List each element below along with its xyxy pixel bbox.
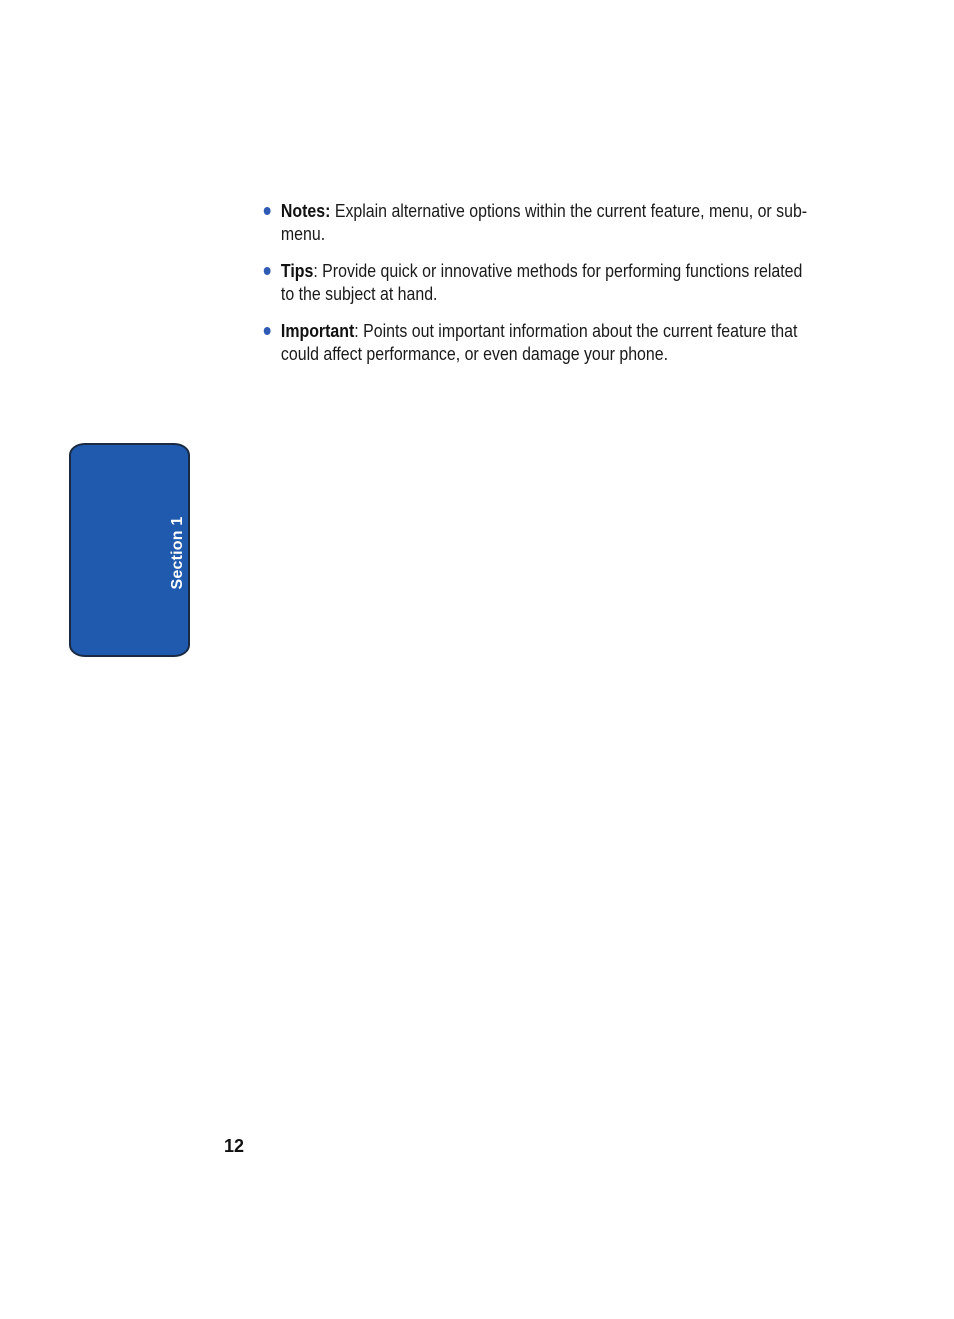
bullet-icon bbox=[264, 267, 271, 275]
bullet-icon bbox=[264, 207, 271, 215]
description-notes: Explain alternative options within the current feature, menu, or sub-menu. bbox=[280, 200, 808, 244]
list-item-notes bbox=[262, 199, 814, 245]
description-important: : Points out important information about the current feature that could affect performance, or even damage your phone. bbox=[280, 320, 798, 364]
description-tips: : Provide quick or innovative methods for performing functions related to the subject at hand. bbox=[280, 260, 803, 304]
list-item-important bbox=[262, 319, 814, 365]
list-item-tips bbox=[262, 259, 814, 305]
bullet-icon bbox=[264, 327, 271, 335]
note-types-list bbox=[262, 199, 808, 379]
term-tips: Tips bbox=[280, 260, 314, 281]
term-important: Important bbox=[280, 320, 355, 341]
section-tab-label: Section 1 bbox=[169, 516, 186, 590]
term-notes: Notes: bbox=[280, 200, 331, 221]
page-number: 12 bbox=[224, 1136, 245, 1156]
